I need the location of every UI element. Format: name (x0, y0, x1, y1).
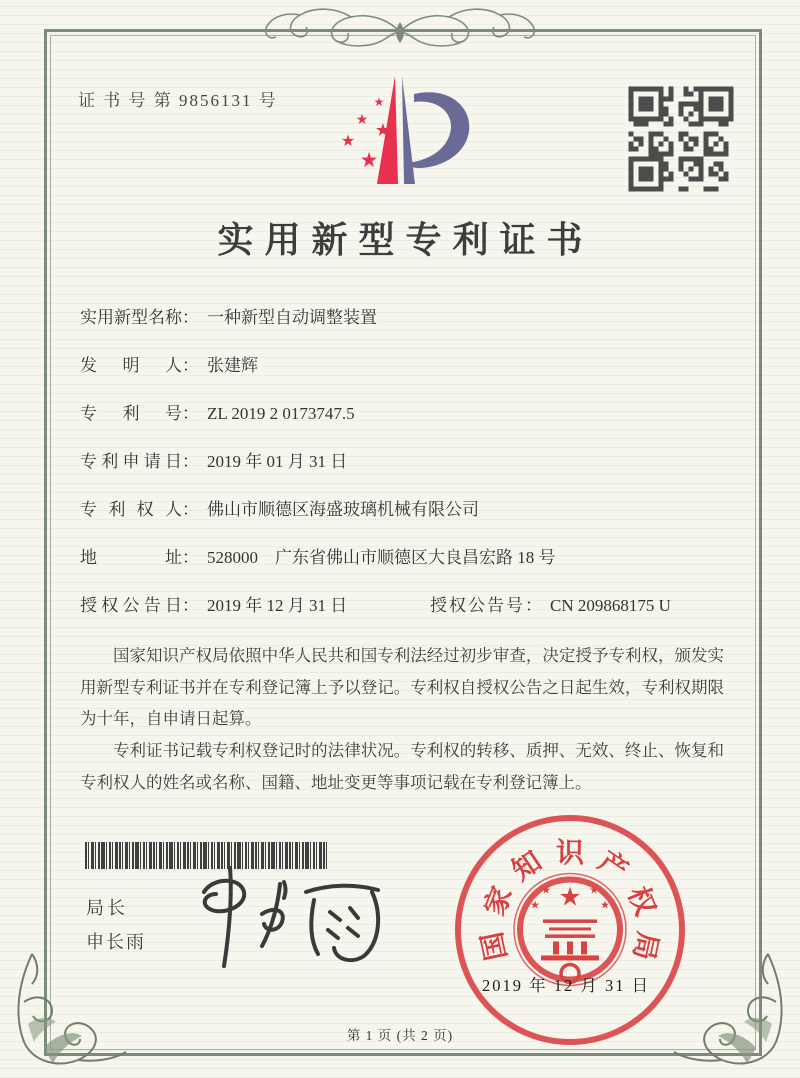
field-row-grant (80, 594, 726, 618)
field-label: 专利权人 (80, 500, 182, 519)
logo-star-icon: ★ (355, 112, 369, 128)
seal-character: 家 (479, 882, 519, 921)
page-footer: 第 1 页 (共 2 页) (346, 1028, 454, 1043)
emblem-star-icon: ★ (558, 882, 582, 913)
seal-character: 产 (592, 845, 634, 888)
signature-autograph (188, 862, 400, 974)
field-label: 专利号 (80, 404, 182, 423)
field-label: 发明人 (80, 356, 182, 375)
field-value: 2019 年 12 月 31 日 (207, 596, 348, 615)
field-label: 授权公告日 (80, 596, 182, 615)
field-colon: ： (182, 596, 199, 615)
field-grant-no (430, 594, 671, 618)
corner-flourish-right (662, 950, 794, 1072)
field-colon: ： (182, 404, 199, 423)
qr-code (626, 84, 736, 194)
seal-character: 局 (626, 928, 663, 963)
statutory-text (80, 640, 724, 798)
field-label: 实用新型名称 (80, 308, 182, 327)
field-value: 佛山市顺德区海盛玻璃机械有限公司 (207, 500, 479, 519)
field-label: 授权公告号 (430, 596, 525, 615)
fields-block (80, 306, 726, 642)
commissioner-name: 申长雨 (86, 932, 146, 952)
seal-date: 2019 年 12 月 31 日 (482, 976, 651, 995)
field-colon: ： (182, 452, 199, 471)
field-value: ZL 2019 2 0173747.5 (207, 404, 355, 423)
commissioner-title: 局长 (86, 898, 128, 918)
field-value: 一种新型自动调整装置 (207, 308, 377, 327)
field-row-name (80, 306, 726, 330)
certificate-title: 实用新型专利证书 (217, 220, 594, 260)
emblem-star-icon: ★ (541, 883, 551, 897)
top-edge-flourish (245, 2, 555, 58)
field-row-filing-date (80, 450, 726, 474)
field-colon: ： (182, 308, 199, 327)
field-value: CN 209868175 U (550, 596, 671, 615)
certificate-number: 证 书 号 第 9856131 号 (78, 91, 278, 110)
field-row-inventor (80, 354, 726, 378)
seal-character: 识 (555, 838, 585, 869)
field-colon: ： (182, 500, 199, 519)
seal-character: 知 (506, 845, 548, 888)
field-colon: ： (182, 356, 199, 375)
cnipa-patent-logo-icon (322, 68, 482, 206)
logo-star-icon: ★ (373, 95, 385, 109)
field-colon: ： (182, 548, 199, 567)
emblem-star-icon: ★ (600, 898, 610, 912)
emblem-star-icon: ★ (530, 898, 540, 912)
field-value: 张建辉 (207, 356, 258, 375)
field-value: 528000 广东省佛山市顺德区大良昌宏路 18 号 (207, 548, 556, 567)
field-colon: ： (525, 596, 542, 615)
logo-star-icon: ★ (359, 148, 379, 172)
field-value: 2019 年 01 月 31 日 (207, 452, 348, 471)
seal-character: 国 (477, 928, 514, 963)
seal-character: 权 (621, 882, 661, 921)
logo-star-icon: ★ (340, 131, 356, 150)
field-label: 地址 (80, 548, 182, 567)
official-seal (455, 815, 685, 1045)
emblem-star-icon: ★ (589, 883, 599, 897)
field-row-patent-no (80, 402, 726, 426)
corner-flourish-left (6, 950, 138, 1072)
field-row-patentee (80, 498, 726, 522)
body-paragraph-1: 国家知识产权局依照中华人民共和国专利法经过初步审查，决定授予专利权，颁发实用新型专利证书并在专利登记簿上予以登记。专利权自授权公告之日起生效，专利权期限为十年，自申请日起算。 (80, 646, 724, 729)
logo-star-icon: ★ (374, 120, 392, 141)
body-paragraph-2: 专利证书记载专利权登记时的法律状况。专利权的转移、质押、无效、终止、恢复和专利权人的姓名或名称、国籍、地址变更等事项记载在专利登记簿上。 (80, 741, 724, 792)
field-row-address (80, 546, 726, 570)
field-label: 专利申请日 (80, 452, 182, 471)
